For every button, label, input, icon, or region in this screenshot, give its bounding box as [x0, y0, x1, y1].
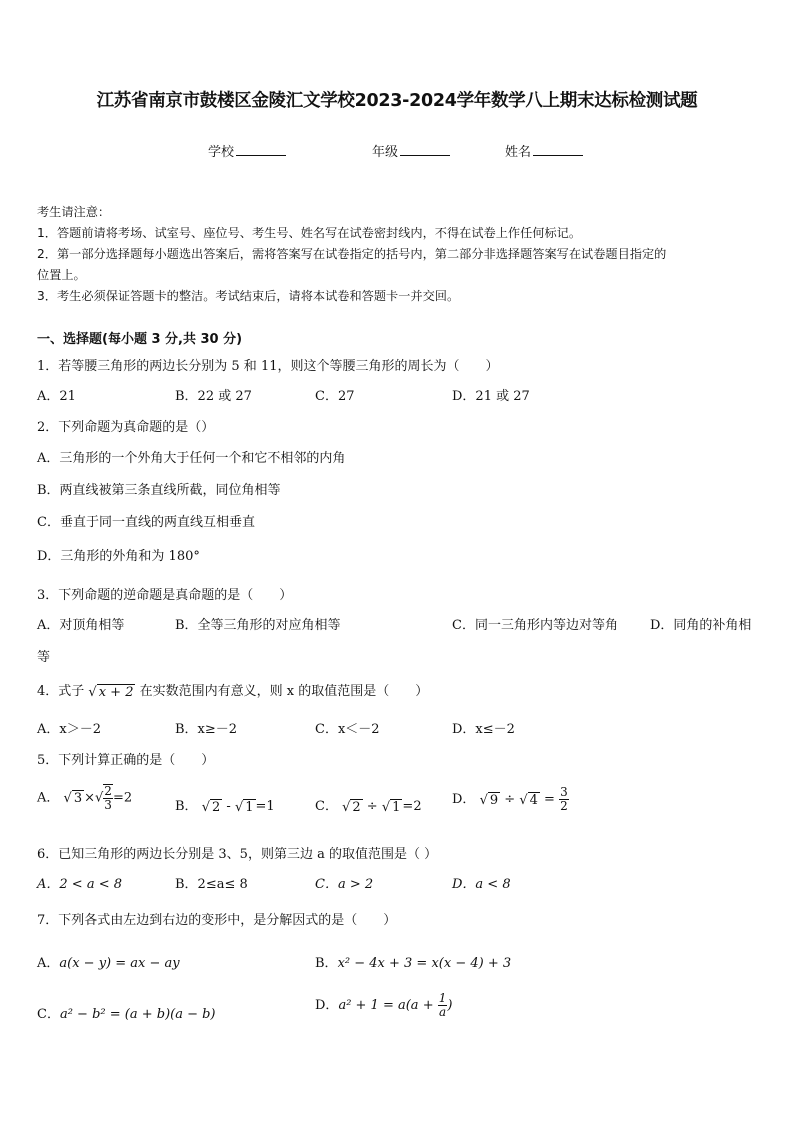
q5-a-label: A．	[37, 790, 60, 806]
q7-option-a	[37, 952, 180, 971]
school-blank	[236, 143, 286, 156]
sqrt-icon: √ 2	[201, 799, 221, 815]
q1-stem: 1．若等腰三角形的两边长分别为 5 和 11，则这个等腰三角形的周长为（ ）	[37, 359, 499, 374]
q7-a-label: A．	[37, 956, 60, 971]
sqrt-icon: √ 3	[63, 791, 83, 806]
note-2b: 位置上。	[37, 268, 86, 282]
q5-stem: 5．下列计算正确的是（ ）	[37, 753, 215, 768]
q5-b-label: B．	[175, 799, 198, 814]
sqrt-icon: √ 9	[479, 792, 499, 808]
q4-option-b: B．x≥－2	[175, 722, 238, 737]
q6-stem: 6．已知三角形的两边长分别是 3、5，则第三边 a 的取值范围是（ ）	[37, 847, 438, 862]
q4-radicand: x + 2	[98, 684, 134, 700]
page-title: 江苏省南京市鼓楼区金陵汇文学校2023-2024学年数学八上期末达标检测试题	[96, 91, 698, 111]
q7-c-label: C．	[37, 1007, 60, 1022]
name-blank	[533, 143, 583, 156]
q2-option-b: B．两直线被第三条直线所截，同位角相等	[37, 483, 281, 498]
q7-option-b	[315, 952, 511, 971]
note-3: 3．考生必须保证答题卡的整洁。考试结束后，请将本试卷和答题卡一并交回。	[37, 289, 460, 303]
q3-option-d-cont: 等	[37, 650, 51, 665]
q6-option-d: D．a < 8	[452, 877, 511, 892]
q2-stem: 2．下列命题为真命题的是（）	[37, 420, 215, 435]
q1-option-b: B．22 或 27	[175, 389, 252, 404]
q7-a-expr: a(x − y) = ax − ay	[59, 956, 180, 971]
q3-option-c: C．同一三角形内等边对等角	[452, 618, 618, 633]
q7-b-expr: x² − 4x + 3 = x(x − 4) + 3	[337, 956, 512, 971]
q7-d-label: D．	[315, 998, 339, 1013]
school-label: 学校	[208, 145, 235, 160]
q4-option-c: C．x＜－2	[315, 722, 380, 737]
q5-option-d: D． √ 9 ÷ √ 4 = $\frac{3}{2}$	[452, 785, 568, 813]
notes-heading: 考生请注意：	[37, 205, 111, 219]
school-field	[208, 141, 286, 160]
q7-b-label: B．	[315, 956, 338, 971]
q5-d-label: D．	[452, 792, 476, 807]
section-heading: 一、选择题(每小题 3 分,共 30 分)	[37, 332, 243, 347]
sqrt-icon: √ x + 2	[88, 684, 134, 700]
q7-d-expr: a² + 1 = a(a +	[338, 998, 438, 1013]
q7-option-c	[37, 1003, 216, 1022]
q3-option-d: D．同角的补角相	[650, 618, 752, 633]
name-label: 姓名	[505, 145, 532, 160]
q1-option-a: A．21	[37, 389, 76, 404]
q5-option-c: C． √ 2 ÷ √ 1 =2	[315, 799, 422, 815]
q6-option-a: A．2 < a < 8	[37, 877, 122, 892]
q6-option-c: C．a > 2	[315, 877, 374, 892]
note-1: 1．答题前请将考场、试室号、座位号、考生号、姓名写在试卷密封线内，不得在试卷上作任何标记。	[37, 226, 582, 240]
q1-option-c: C．27	[315, 389, 355, 404]
q3-option-b: B．全等三角形的对应角相等	[175, 618, 341, 633]
q2-option-c: C．垂直于同一直线的两直线互相垂直	[37, 515, 255, 530]
grade-label: 年级	[372, 145, 399, 160]
q4-number: 4．式子	[37, 684, 85, 699]
q1-option-d: D．21 或 27	[452, 389, 530, 404]
q5-option-b: B． √ 2 - √ 1 =1	[175, 799, 275, 815]
q4-rest: 在实数范围内有意义，则 x 的取值范围是（ ）	[139, 684, 429, 699]
q3-option-a: A．对顶角相等	[37, 618, 125, 633]
q7-option-d: D．a² + 1 = a(a + $\frac{1}{a}$ )	[315, 991, 453, 1019]
name-field	[505, 141, 583, 160]
grade-field	[372, 141, 450, 160]
grade-blank	[400, 143, 450, 156]
q7-c-expr: a² − b² = (a + b)(a − b)	[59, 1007, 216, 1022]
sqrt-icon: √ 2	[342, 799, 361, 815]
q2-option-d: D．三角形的外角和为 180°	[37, 549, 200, 564]
q6-option-b: B．2≤a≤ 8	[175, 877, 248, 892]
q4-option-d: D．x≤－2	[452, 722, 515, 737]
q5-option-a: A． √ 3 ×√ $\frac{2}{3}$ =2	[37, 784, 133, 812]
q4-stem	[37, 680, 428, 700]
q2-option-a: A．三角形的一个外角大于任何一个和它不相邻的内角	[37, 451, 346, 466]
q5-c-label: C．	[315, 799, 338, 814]
q3-stem: 3．下列命题的逆命题是真命题的是（ ）	[37, 588, 293, 603]
q7-stem: 7．下列各式由左边到右边的变形中，是分解因式的是（ ）	[37, 913, 397, 928]
q4-option-a: A．x＞－2	[37, 722, 101, 737]
note-2a: 2．第一部分选择题每小题选出答案后，需将答案写在试卷指定的括号内，第二部分非选择题答案写在试卷题目指定的	[37, 247, 667, 261]
